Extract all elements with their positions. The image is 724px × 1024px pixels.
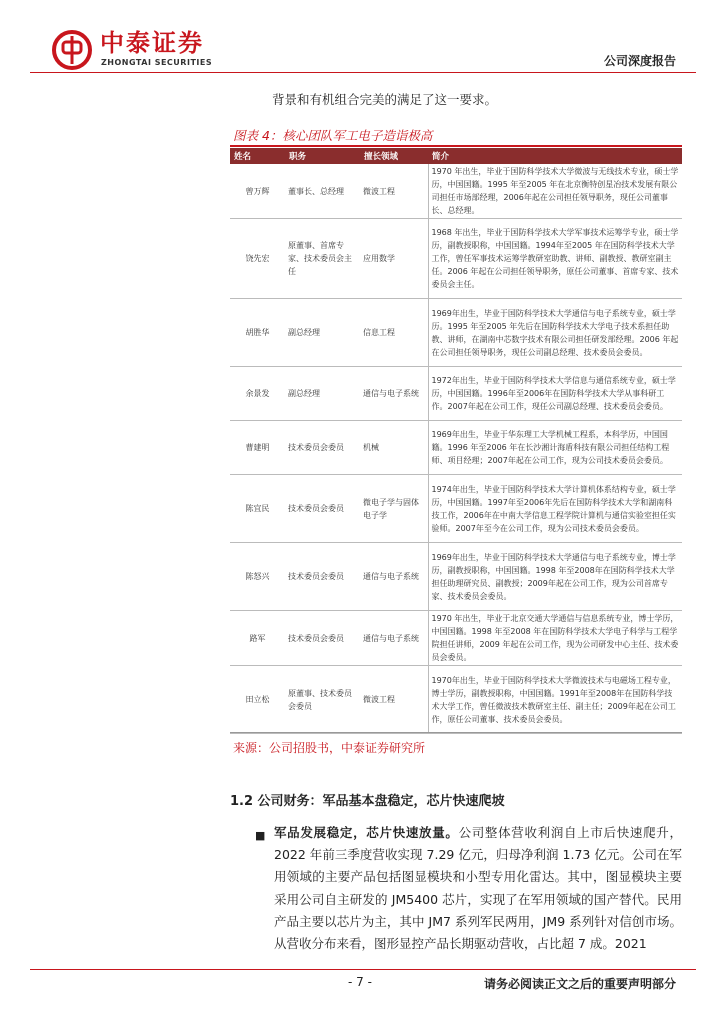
- member-field: 微电子学与固体电子学: [360, 475, 428, 543]
- member-position: 技术委员会委员: [285, 611, 360, 666]
- logo-english-name: ZHONGTAI SECURITIES: [101, 58, 213, 67]
- member-name: 曾万辉: [230, 164, 285, 219]
- member-name: 陈怒兴: [230, 543, 285, 611]
- member-position: 技术委员会委员: [285, 475, 360, 543]
- member-name: 路军: [230, 611, 285, 666]
- member-position: 董事长、总经理: [285, 164, 360, 219]
- source-divider: [230, 732, 682, 733]
- member-field: 应用数学: [360, 219, 428, 299]
- core-team-table: [230, 148, 682, 734]
- table-row: [230, 421, 682, 475]
- table-row: [230, 367, 682, 421]
- member-field: 微波工程: [360, 164, 428, 219]
- report-type: 公司深度报告: [603, 54, 676, 68]
- member-bio: 1969年出生，毕业于国防科学技术大学通信与电子系统专业，博士学历，副教授职称，中国国籍。1998 年至2008年在国防科学技术大学担任助理研究员、副教授；2009年起在公司工作，现为公司首席专家、技术委员会委员。: [428, 543, 682, 611]
- table-row: [230, 543, 682, 611]
- table-row: [230, 611, 682, 666]
- member-bio: 1974年出生，毕业于国防科学技术大学计算机体系结构专业，硕士学历，中国国籍。1997年至2006年先后在国防科学技术大学和湖南科技工作，2006年在中南大学信息工程学院计算机与通信实验室担任实验师。2007年至今在公司工作，现为公司技术委员会委员。: [428, 475, 682, 543]
- page-header: [0, 0, 724, 80]
- member-bio: 1970年出生，毕业于国防科学技术大学微波技术与电磁场工程专业，博士学历，副教授职称，中国国籍。1991年至2008年在国防科学技术大学工作，曾任微波技术教研室主任、副主任；2009年起在公司工作，原任公司董事、技术委员会委员。: [428, 666, 682, 734]
- table-row: [230, 164, 682, 219]
- member-field: 通信与电子系统: [360, 611, 428, 666]
- member-field: 信息工程: [360, 299, 428, 367]
- member-name: 陈宜民: [230, 475, 285, 543]
- figure-source: 来源：公司招股书，中泰证券研究所: [233, 741, 426, 755]
- figure-title-divider: [230, 145, 682, 147]
- table-row: [230, 666, 682, 734]
- member-field: 机械: [360, 421, 428, 475]
- table-row: [230, 299, 682, 367]
- page-number: - 7 -: [348, 975, 372, 989]
- member-name: 余景发: [230, 367, 285, 421]
- intro-text: 背景和有机组合完美的满足了这一要求。: [272, 92, 498, 107]
- member-bio: 1969年出生，毕业于华东理工大学机械工程系，本科学历，中国国籍。1996 年至2006 年在长沙湘计海盾科技有限公司担任结构工程师、项目经理；2007年起在公司工作，现为公司技术委员会委员。: [428, 421, 682, 475]
- header-divider: [30, 72, 696, 73]
- member-bio: 1970 年出生，毕业于国防科学技术大学微波与无线技术专业，硕士学历，中国国籍。1995 年至2005 年在北京衡特创星冶技术发展有限公司担任市场部经理，2006年起在公司担任领导职务，现任公司董事长、总经理。: [428, 164, 682, 219]
- member-bio: 1968 年出生，毕业于国防科学技术大学军事技术运筹学专业，硕士学历，副教授职称，中国国籍。1994年至2005 年在国防科学技术大学工作，曾任军事技术运筹学教研室助教、讲师、副教授、教研室副主任。2006 年起在公司担任领导职务，原任公司董事、首席专家、技术委员会主任。: [428, 219, 682, 299]
- paragraph-lead: 军品发展稳定，芯片快速放量。: [274, 825, 459, 840]
- member-field: 微波工程: [360, 666, 428, 734]
- member-position: 原董事、技术委员会委员: [285, 666, 360, 734]
- member-position: 原董事、首席专家、技术委员会主任: [285, 219, 360, 299]
- bullet-icon: ■: [255, 829, 266, 842]
- table-row: [230, 475, 682, 543]
- logo-chinese-name: 中泰证券: [100, 29, 204, 57]
- member-name: 曹建明: [230, 421, 285, 475]
- member-position: 副总经理: [285, 299, 360, 367]
- footer-disclaimer: 请务必阅读正文之后的重要声明部分: [483, 977, 676, 991]
- member-name: 田立松: [230, 666, 285, 734]
- member-bio: 1970 年出生，毕业于北京交通大学通信与信息系统专业，博士学历，中国国籍。1998 年至2008 年在国防科学技术大学电子科学与工程学院担任讲师，2009 年起在公司工作，现为公司研发中心主任、技术委员会委员。: [428, 611, 682, 666]
- footer-divider: [30, 969, 696, 970]
- zhongtai-logo-icon: [52, 30, 92, 70]
- member-position: 技术委员会委员: [285, 421, 360, 475]
- paragraph-body: 公司整体营收利润自上市后快速爬升，2022 年前三季度营收实现 7.29 亿元，归母净利润 1.73 亿元。公司在军用领域的主要产品包括图显模块和小型专用化雷达。其中，图显模块主要采用公司自主研发的 JM5400 芯片，实现了在军用领域的国产替代。民用产品主要以芯片为主，其中 JM7 系列军民两用，JM9 系列针对信创市场。从营收分布来看，图形显控产品长期驱动营收，占比超 7 成。2021: [274, 825, 682, 952]
- column-header-name: 姓名: [230, 148, 285, 164]
- member-bio: 1969年出生，毕业于国防科学技术大学通信与电子系统专业，硕士学历。1995 年至2005 年先后在国防科学技术大学电子技术系担任助教、讲师，在湖南中芯数字技术有限公司担任研发部经理。2006 年起在公司担任领导职务，现任公司副总经理、技术委员会委员。: [428, 299, 682, 367]
- column-header-bio: 简介: [428, 148, 682, 164]
- body-paragraph: [274, 822, 682, 955]
- member-field: 通信与电子系统: [360, 367, 428, 421]
- member-name: 胡胜华: [230, 299, 285, 367]
- member-position: 副总经理: [285, 367, 360, 421]
- member-field: 通信与电子系统: [360, 543, 428, 611]
- member-name: 饶先宏: [230, 219, 285, 299]
- table-header-row: [230, 148, 682, 164]
- column-header-position: 职务: [285, 148, 360, 164]
- member-bio: 1972年出生，毕业于国防科学技术大学信息与通信系统专业，硕士学历，中国国籍。1996年至2006年在国防科学技术大学从事科研工作。2007年起在公司工作，现任公司副总经理、技术委员会委员。: [428, 367, 682, 421]
- figure-title: 图表 4：核心团队军工电子造诣极高: [233, 128, 433, 143]
- section-title: 1.2 公司财务：军品基本盘稳定，芯片快速爬坡: [230, 794, 505, 809]
- member-position: 技术委员会委员: [285, 543, 360, 611]
- column-header-field: 擅长领域: [360, 148, 428, 164]
- table-row: [230, 219, 682, 299]
